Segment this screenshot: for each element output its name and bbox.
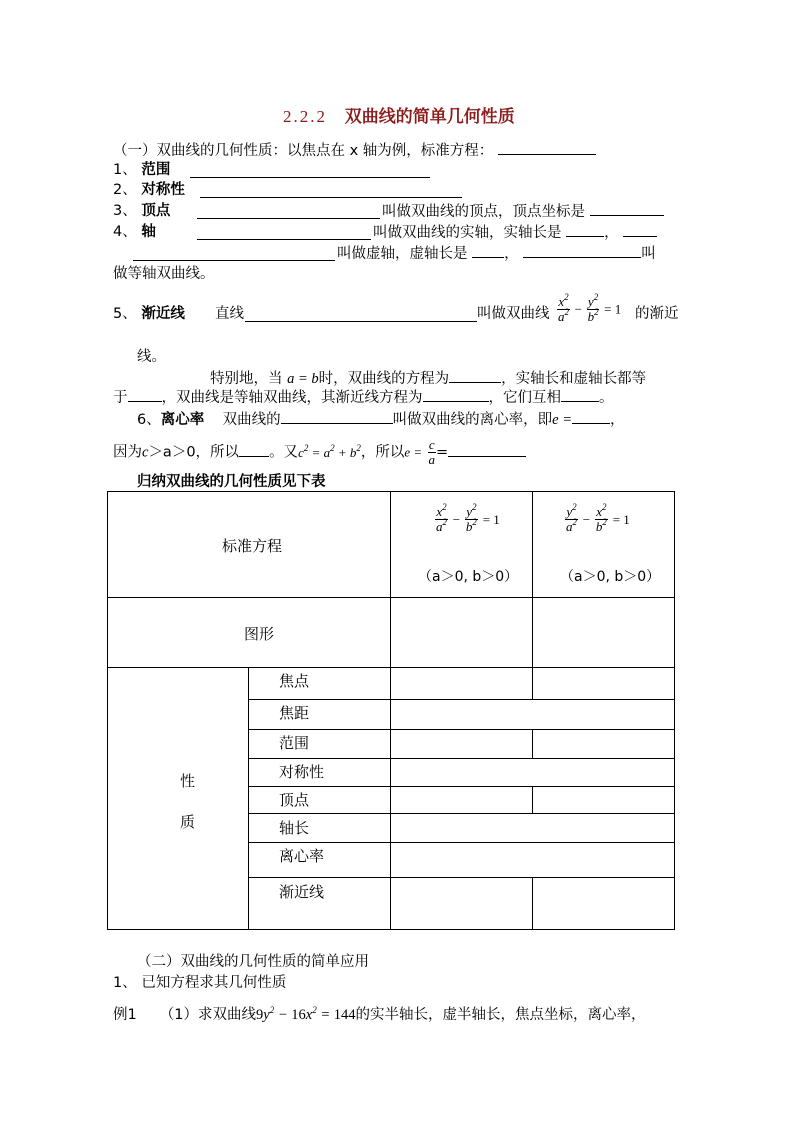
item-range-row [113,160,170,180]
special-c: ，实轴长和虚轴长都等 [501,371,647,387]
e-equals-c-over-a: e = [404,444,426,460]
asymptote-blank [245,321,477,322]
imag-axis-length-blank [472,243,504,258]
special2-b: ，双曲线是等轴双曲线，其渐近线方程为 [161,390,423,406]
special2-d: 。 [599,390,614,406]
row-graph-label: 图形 [244,625,275,643]
special-a: 特别地，当 [210,371,283,387]
ecc-b: 叫做双曲线的离心率，即 [392,412,553,428]
special-line1 [210,368,646,389]
properties-label-2: 质 [180,813,196,831]
range-blank [190,177,430,178]
comma: ， [604,225,619,241]
vertex-coord-blank [590,201,664,216]
axis-extra-blank [623,222,657,237]
row-label-eccentricity: 离心率 [279,847,325,865]
item-vertex-row [113,201,170,221]
asymptote-line-word: 直线 [215,306,244,322]
special-line2 [113,387,614,408]
equal-axis-eq-blank [449,368,501,383]
header-condition-y: （a＞0, b＞0） [560,569,661,585]
special2-a: 于 [113,390,128,406]
ecc-final-blank [448,442,526,457]
item-label-axis: 轴 [141,224,156,240]
axis-desc: 叫做双曲线的实轴，实轴长是 [373,225,562,241]
title-text: 双曲线的简单几何性质 [344,107,515,127]
special-b: 时，双曲线的方程为 [318,371,450,387]
row-label-focus: 焦点 [279,672,310,690]
item-label-asymptote: 渐近线 [141,306,185,322]
symmetry-blank [200,197,462,198]
row-label-symmetry: 对称性 [279,763,325,781]
header-equation-y: $\frac{y^2}{a^2}$ − $\frac{x^2}{b^2}$ = 1 [566,502,630,534]
ecc-def-blank [281,409,393,424]
standard-equation-blank [498,140,596,155]
ecc2-c: 。又 [269,444,299,461]
equal-length-blank [128,387,162,402]
a-equals-b: a = b [287,371,319,387]
item-label-symmetry: 对称性 [141,182,185,198]
vertex-text [382,201,664,222]
imag-axis-blank [133,260,335,261]
ecc2-a: 因为 [113,444,142,461]
item-number: 3、 [113,203,137,219]
real-axis-length-blank [566,222,604,237]
example-a: （1）求双曲线 [159,1007,257,1023]
ecc-c: ， [610,412,625,428]
ecc-value-blank [572,409,610,424]
equal-axis-blank [523,243,641,258]
e-equals: e = [552,412,573,428]
vertex-blank [197,218,380,219]
item-label-vertex: 顶点 [141,203,171,219]
relation-blank [561,387,599,402]
axis-blank [197,239,371,240]
axis-line3: 做等轴双曲线。 [113,266,215,282]
header-standard-equation: 标准方程 [222,537,283,555]
ecc2-e: = [435,444,449,461]
header-equation-x: $\frac{x^2}{a^2}$ − $\frac{y^2}{b^2}$ = 1 [436,502,500,534]
axis-text [373,222,657,243]
item-number: 2、 [113,182,137,198]
ecc-a: 双曲线的 [222,412,281,428]
ecc2-b: ＞a＞0，所以 [148,444,240,461]
header-condition-x: （a＞0, b＞0） [418,569,519,585]
vertex-desc: 叫做双曲线的顶点，顶点坐标是 [382,204,585,220]
item-symmetry-row [113,180,185,200]
ecc-range-blank [239,442,269,457]
page-title [283,107,515,127]
item-axis-row [113,222,156,242]
asym-eq-blank [423,387,489,402]
ecc2-d: ，所以 [360,444,405,461]
row-label-asymptote: 渐近线 [279,883,325,901]
section2-heading: （二）双曲线的几何性质的简单应用 [137,954,369,970]
item-number: 1、 [113,162,137,178]
section1-heading: （一）双曲线的几何性质：以焦点在 x 轴为例，标准方程： [113,143,494,159]
example-label: 例1 [113,1007,137,1023]
asymptote-equation: $\frac{x^2}{a^2}$ − $\frac{y^2}{b^2}$ = 1 [558,292,622,324]
example-b: 的实半轴长，虚半轴长，焦点坐标，离心率， [355,1007,646,1023]
title-number: 2.2.2 [283,107,327,126]
item-number: 5、 [113,306,137,322]
section2-item1: 1、 已知方程求其几何性质 [113,975,287,991]
row-label-axis-length: 轴长 [279,819,310,837]
item-number: 6、 [137,412,161,428]
special2-c: ，它们互相 [488,390,561,406]
comma: ， [504,246,519,262]
row-label-vertex: 顶点 [279,791,310,809]
example-equation: $9y^2 - 16x^2 = 144$ [256,1005,356,1023]
item-number: 4、 [113,224,137,240]
section1-heading-row [113,140,596,161]
item-label-eccentricity: 离心率 [160,412,205,428]
eccentricity-line2: 因为c＞a＞0，所以 。又$c^2 = a^2 + b^2$，所以e = $\frac{c}{a}$ = [113,438,526,467]
asymptote-row [113,304,185,324]
asymptote-cont: 线。 [137,349,166,365]
axis-line2 [337,243,656,264]
asymptote-end: 的渐近 [635,306,679,322]
c2-relation: $c^2 = a^2 + b^2$ [298,442,361,460]
axis-line2-end: 叫 [641,246,656,262]
eccentricity-row [137,409,625,430]
imag-axis-desc: 叫做虚轴，虚轴长是 [337,246,468,262]
summary-title: 归纳双曲线的几何性质见下表 [137,474,326,490]
row-label-range: 范围 [279,734,310,752]
item-label-range: 范围 [141,162,171,178]
row-label-focal-distance: 焦距 [279,704,310,722]
example-1 [113,1005,645,1025]
asymptote-desc: 叫做双曲线 [477,306,550,322]
c-symbol: c [142,444,149,461]
properties-label-1: 性 [180,772,196,790]
